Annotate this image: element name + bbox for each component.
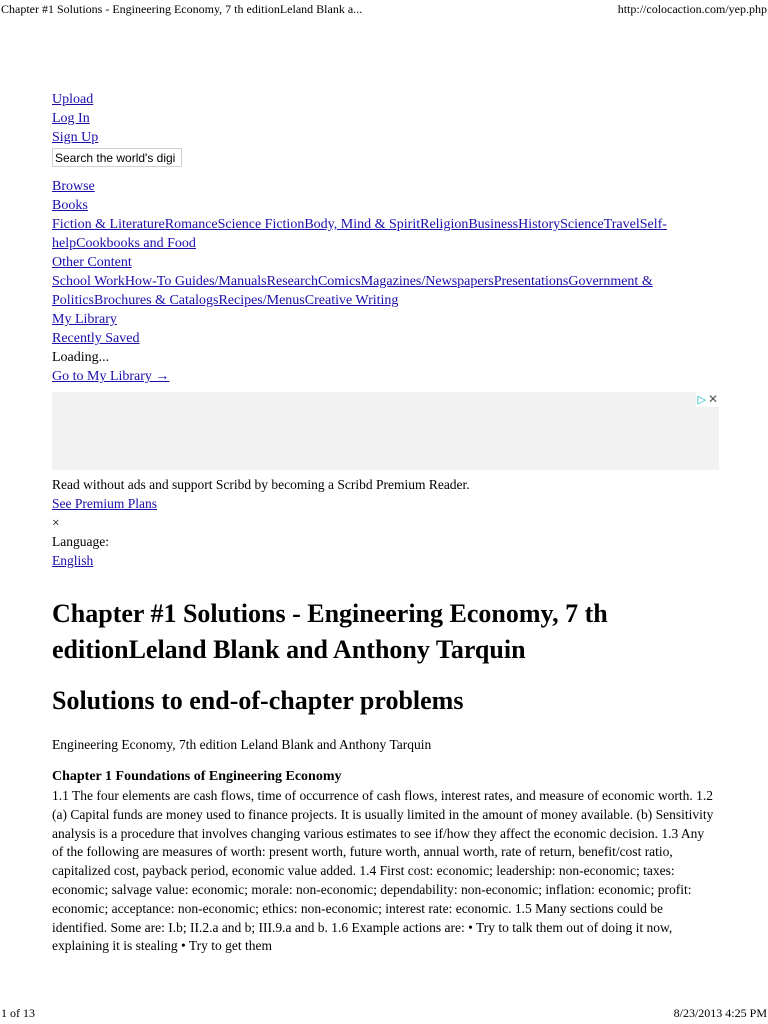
category-link[interactable]: Science Fiction [217, 217, 305, 232]
loading-text: Loading... [52, 350, 110, 365]
page-content [52, 90, 718, 957]
document-body: 1.1 The four elements are cash flows, time of occurrence of cash flows, interest rates, and measure of economic worth. 1.2 (a) Capital funds are money used to finance projects. It is usually limited in the amount of money available. (b) Sensitivity analysis is a procedure that involves changing various estimates to see if/how they affect the economic decision. 1.3 Any of the following are measures of worth: present worth, future worth, annual worth, rate of return, benefit/cost ratio, capitalized cost, payback period, economic value added. 1.4 First cost: economic; leadership: non-economic; taxes: economic; salvage value: economic; morale: non-economic; dependability: non-economic; inflation: economic; profit: economic; acceptance: non-economic; ethics: non-economic; interest rate: economic. 1.5 Many sections could be identified. Some are: I.b; II.2.a and b; III.9.a and b. 1.6 Example actions are: • Try to talk them out of doing it now, explaining it is stealing • Try to get them [52, 788, 714, 954]
print-footer [0, 1004, 768, 1024]
other-categories [52, 272, 712, 310]
category-link[interactable]: Brochures & Catalogs [94, 293, 219, 308]
promo-text: Read without ads and support Scribd by becoming a Scribd Premium Reader. [52, 477, 470, 492]
category-link[interactable]: Religion [420, 217, 469, 232]
category-link[interactable]: Creative Writing [304, 293, 399, 308]
page-number: 1 of 13 [1, 1006, 35, 1020]
category-link[interactable]: Presentations [493, 274, 569, 289]
category-link[interactable]: Travel [603, 217, 640, 232]
edition-line: Engineering Economy, 7th edition Leland Blank and Anthony Tarquin [52, 737, 432, 752]
recently-saved-link[interactable]: Recently Saved [52, 331, 140, 346]
browse-link[interactable]: Browse [52, 179, 95, 194]
upload-link[interactable]: Upload [52, 92, 94, 107]
category-link[interactable]: Romance [164, 217, 218, 232]
close-icon[interactable]: ✕ [707, 392, 718, 406]
category-link[interactable]: School Work [52, 274, 125, 289]
site-nav [52, 90, 712, 386]
category-link[interactable]: Comics [317, 274, 361, 289]
category-link[interactable]: Recipes/Menus [218, 293, 305, 308]
category-link[interactable]: History [518, 217, 561, 232]
search-input[interactable] [52, 148, 182, 167]
category-link[interactable]: How-To Guides/Manuals [124, 274, 267, 289]
print-header-url: http://colocaction.com/yep.php [617, 2, 767, 16]
adchoices-icon[interactable]: ▷ [697, 393, 706, 406]
login-link[interactable]: Log In [52, 111, 90, 126]
books-link[interactable]: Books [52, 198, 88, 213]
chapter-heading: Chapter 1 Foundations of Engineering Economy [52, 769, 342, 784]
ad-banner[interactable] [52, 392, 719, 470]
category-link[interactable]: Cookbooks and Food [76, 236, 196, 251]
premium-plans-link[interactable]: See Premium Plans [52, 496, 157, 511]
document-subtitle: Solutions to end-of-chapter problems [52, 686, 464, 715]
print-header [0, 0, 768, 20]
category-link[interactable]: Government & Politics [52, 274, 653, 308]
category-link[interactable]: Fiction & Literature [52, 217, 165, 232]
premium-promo [52, 475, 712, 570]
book-categories [52, 215, 712, 253]
dismiss-button[interactable]: × [52, 515, 60, 530]
category-link[interactable]: Magazines/Newspapers [360, 274, 494, 289]
language-label: Language: [52, 534, 109, 549]
category-link[interactable]: Science [560, 217, 604, 232]
language-link[interactable]: English [52, 553, 94, 568]
category-link[interactable]: Body, Mind & Spirit [304, 217, 421, 232]
other-content-link[interactable]: Other Content [52, 255, 132, 270]
my-library-link[interactable]: My Library [52, 312, 117, 327]
signup-link[interactable]: Sign Up [52, 130, 99, 145]
print-header-title: Chapter #1 Solutions - Engineering Economy, 7 th editionLeland Blank a... [1, 2, 363, 16]
ad-controls [696, 392, 719, 407]
nav-spacer [52, 169, 712, 177]
go-to-library-link[interactable]: Go to My Library → [52, 369, 170, 384]
category-link[interactable]: Business [468, 217, 519, 232]
category-link[interactable]: Self-help [52, 217, 667, 251]
print-datetime: 8/23/2013 4:25 PM [673, 1006, 767, 1020]
document-title: Chapter #1 Solutions - Engineering Economy, 7 th editionLeland Blank and Anthony Tarquin [52, 599, 608, 664]
category-link[interactable]: Research [266, 274, 318, 289]
